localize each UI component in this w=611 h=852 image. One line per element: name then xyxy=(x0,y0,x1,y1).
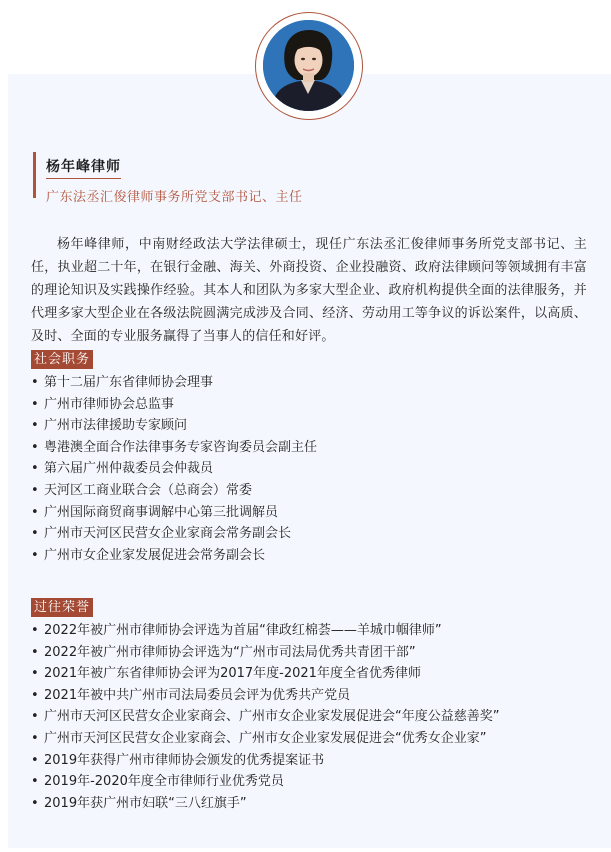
portrait-frame xyxy=(255,12,363,120)
list-item: • 广州市天河区民营女企业家商会常务副会长 xyxy=(31,523,317,545)
list-item: • 粤港澳全面合作法律事务专家咨询委员会副主任 xyxy=(31,437,317,459)
lawyer-title: 广东法丞汇俊律师事务所党支部书记、主任 xyxy=(46,190,303,205)
list-item: • 广州市律师协会总监事 xyxy=(31,394,317,416)
list-item: • 广州市女企业家发展促进会常务副会长 xyxy=(31,545,317,567)
lawyer-name: 杨年峰律师 xyxy=(46,156,121,179)
list-item: • 广州市法律援助专家顾问 xyxy=(31,415,317,437)
list-item: • 2022年被广州市律师协会评选为首届“律政红棉荟——羊城巾帼律师” xyxy=(31,620,499,642)
social-positions-list xyxy=(31,372,317,566)
intro-paragraph: 杨年峰律师，中南财经政法大学法律硕士，现任广东法丞汇俊律师事务所党支部书记、主任，执业超二十年，在银行金融、海关、外商投资、企业投融资、政府法律顾问等领域拥有丰富的理论知识及实践操作经验。其本人和团队为多家大型企业、政府机构提供全面的法律服务，并代理多家大型企业在各级法院圆满完成涉及合同、经济、劳动用工等争议的诉讼案件，以高质、及时、全面的专业服务赢得了当事人的信任和好评。 xyxy=(31,237,587,344)
list-item: • 广州国际商贸商事调解中心第三批调解员 xyxy=(31,502,317,524)
list-item: • 广州市天河区民营女企业家商会、广州市女企业家发展促进会“优秀女企业家” xyxy=(31,728,499,750)
list-item: • 2019年获广州市妇联“三八红旗手” xyxy=(31,793,499,815)
list-item: • 2022年被广州市律师协会评选为“广州市司法局优秀共青团干部” xyxy=(31,642,499,664)
list-item: • 2021年被广东省律师协会评为2017年度-2021年度全省优秀律师 xyxy=(31,663,499,685)
section-heading-honors: 过往荣誉 xyxy=(31,598,93,617)
list-item: • 广州市天河区民营女企业家商会、广州市女企业家发展促进会“年度公益慈善奖” xyxy=(31,706,499,728)
list-item: • 2021年被中共广州市司法局委员会评为优秀共产党员 xyxy=(31,685,499,707)
list-item: • 2019年获得广州市律师协会颁发的优秀提案证书 xyxy=(31,750,499,772)
list-item: • 天河区工商业联合会（总商会）常委 xyxy=(31,480,317,502)
section-heading-social: 社会职务 xyxy=(31,350,93,369)
honors-list xyxy=(31,620,499,814)
name-block xyxy=(33,152,366,205)
list-item: • 第六届广州仲裁委员会仲裁员 xyxy=(31,458,317,480)
portrait-photo xyxy=(263,20,354,111)
portrait-illustration xyxy=(263,20,354,111)
list-item: • 2019年-2020年度全市律师行业优秀党员 xyxy=(31,771,499,793)
list-item: • 第十二届广东省律师协会理事 xyxy=(31,372,317,394)
